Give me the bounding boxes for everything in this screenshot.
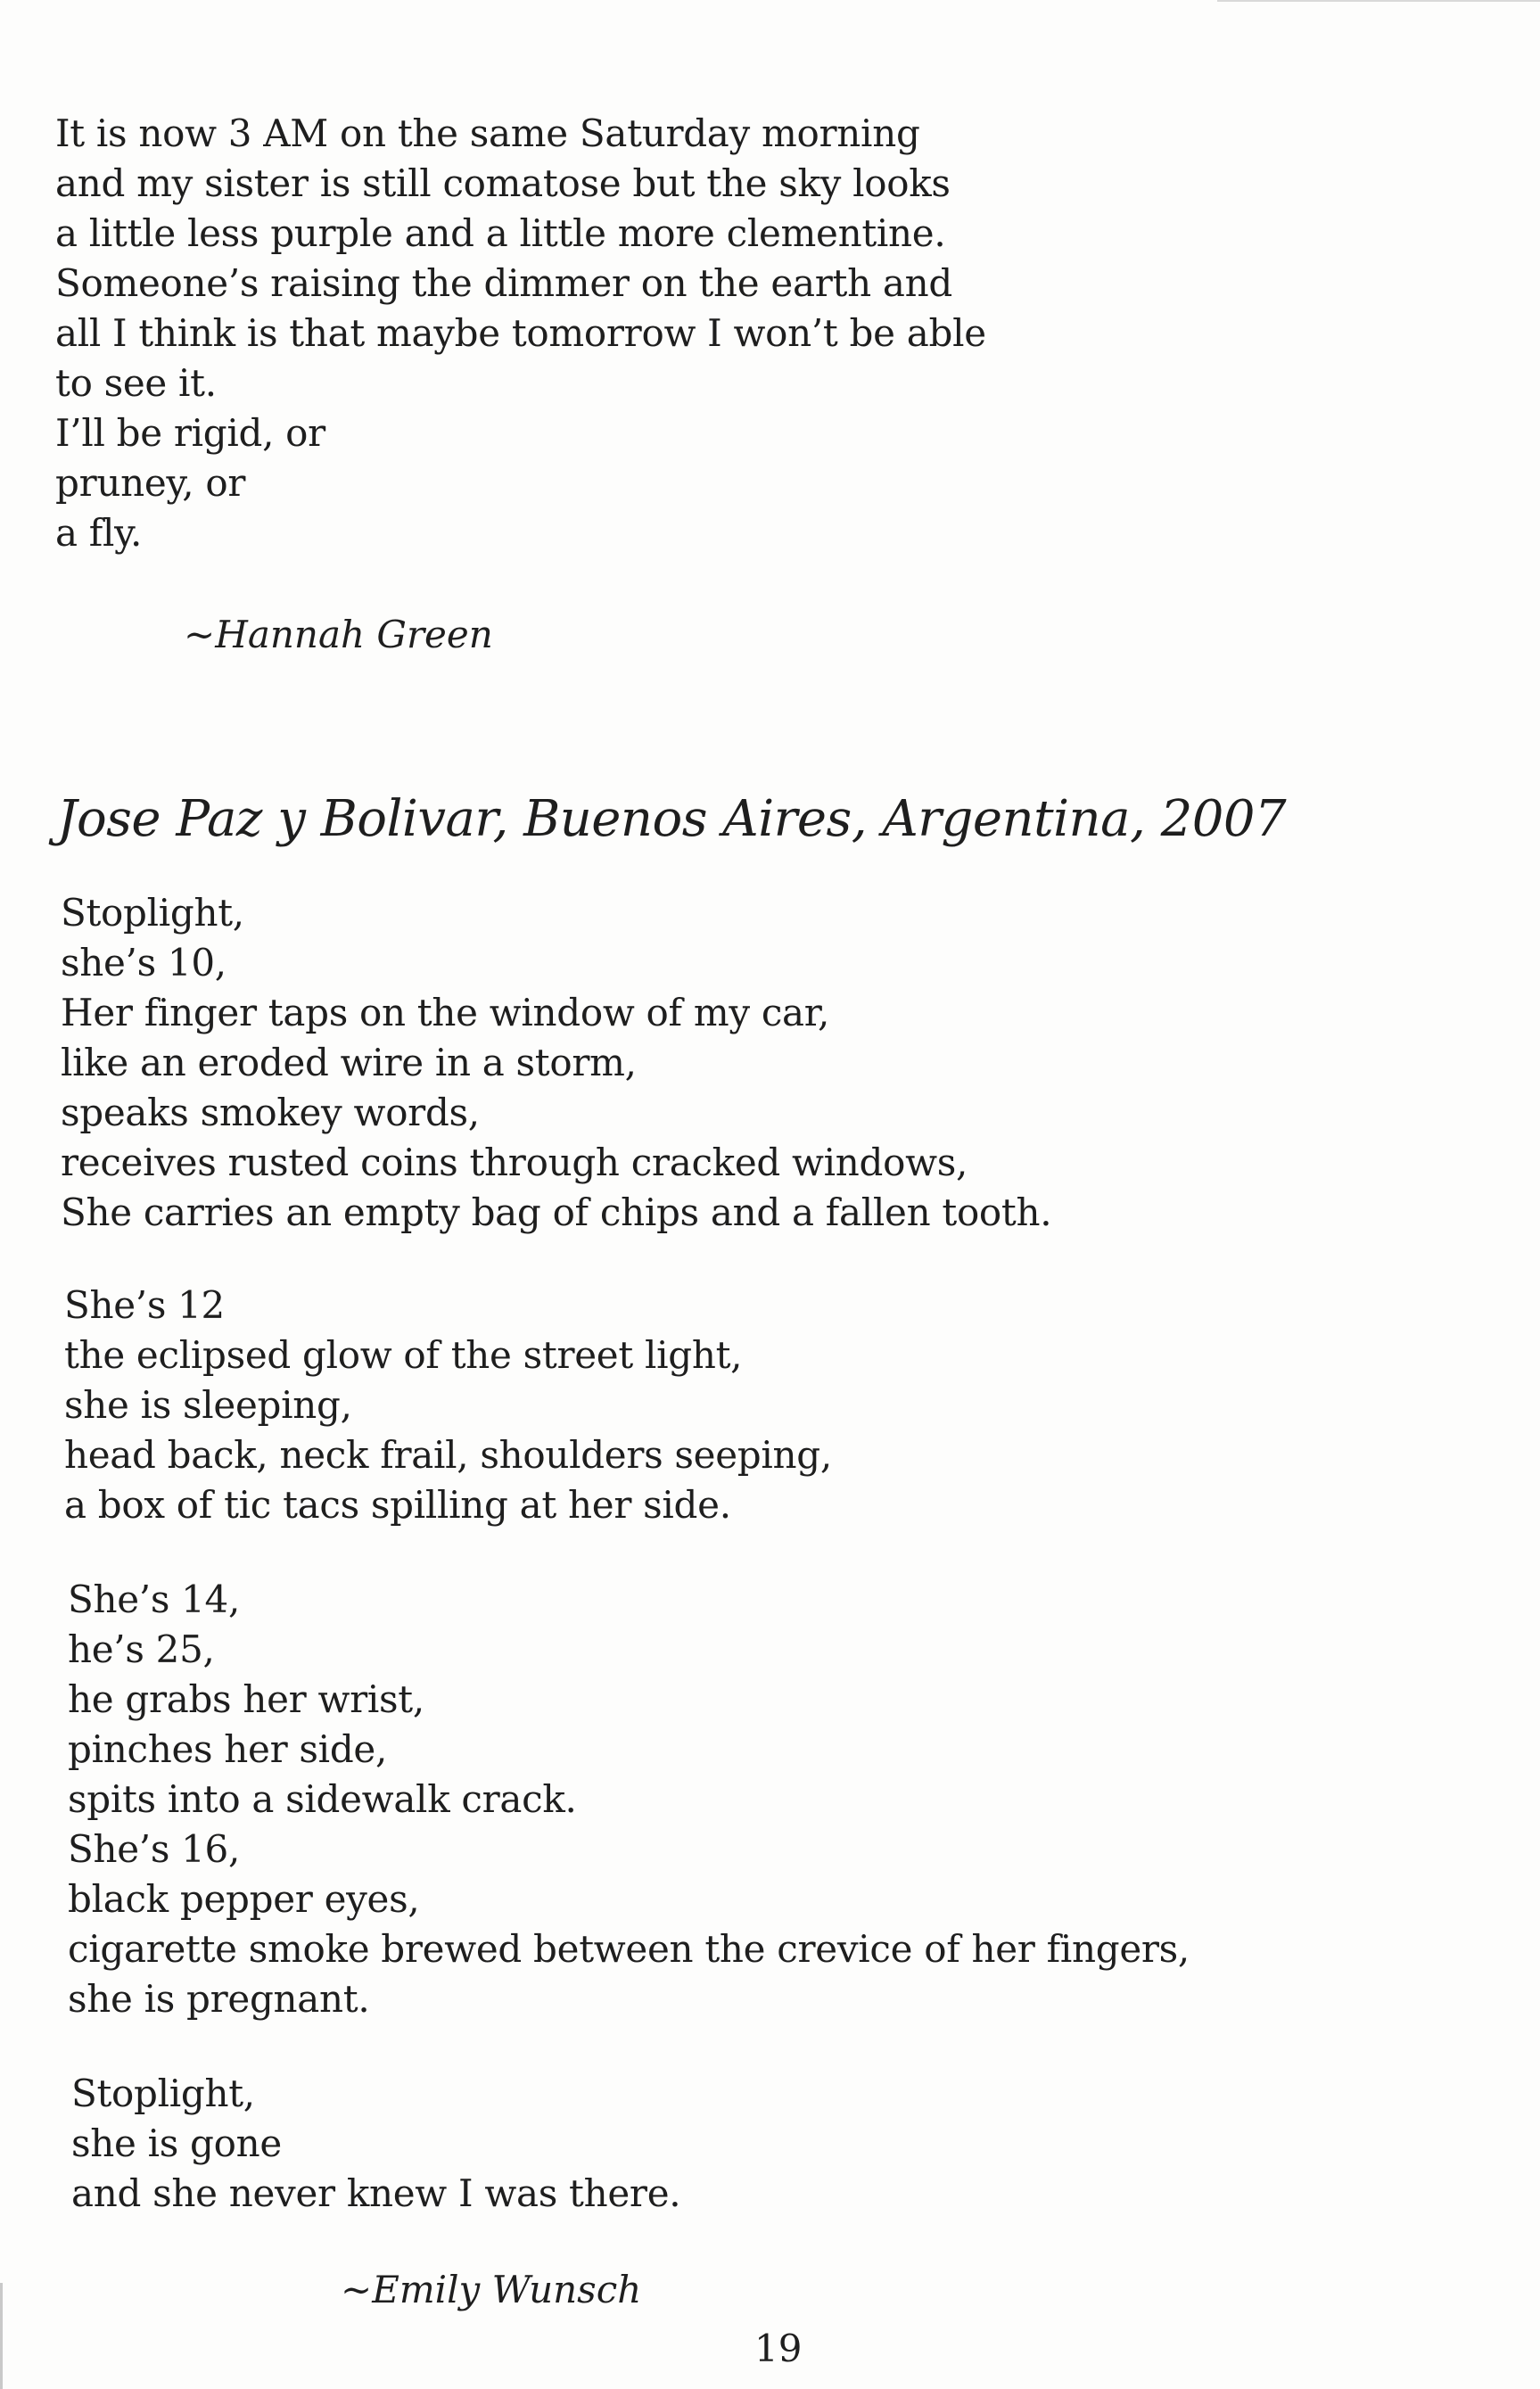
poem-line: a box of tic tacs spilling at her side. — [64, 1483, 731, 1527]
poem-line: receives rusted coins through cracked windows, — [61, 1141, 968, 1184]
scan-edge-shadow — [0, 2283, 3, 2389]
poem-line: like an eroded wire in a storm, — [61, 1041, 637, 1084]
page-edge-rule — [1217, 0, 1540, 2]
poem-line: and she never knew I was there. — [71, 2171, 681, 2215]
poem-line: he grabs her wrist, — [68, 1677, 424, 1721]
poem-line: a fly. — [55, 511, 143, 555]
poem-2-author: ~Emily Wunsch — [341, 2268, 642, 2311]
poem-line: she is gone — [71, 2121, 282, 2165]
poem-2-title: Jose Paz y Bolivar, Buenos Aires, Argentina, 2007 — [57, 790, 1287, 848]
poem-line: spits into a sidewalk crack. — [68, 1777, 577, 1821]
poem-line: head back, neck frail, shoulders seeping, — [64, 1433, 832, 1477]
poem-line: the eclipsed glow of the street light, — [64, 1333, 743, 1377]
poem-line: a little less purple and a little more clementine. — [55, 211, 946, 255]
poem-line: Someone’s raising the dimmer on the earth and — [55, 261, 952, 305]
poem-line: Stoplight, — [61, 891, 244, 935]
poem-line: She’s 14, — [68, 1578, 241, 1621]
poem-line: Stoplight, — [71, 2072, 255, 2115]
poem-line: cigarette smoke brewed between the crevice of her fingers, — [68, 1927, 1190, 1971]
poem-line: It is now 3 AM on the same Saturday morning — [55, 111, 920, 155]
poem-line: speaks smokey words, — [61, 1091, 480, 1134]
poem-line: he’s 25, — [68, 1627, 215, 1671]
poem-line: and my sister is still comatose but the sky looks — [55, 161, 951, 205]
poem-line: to see it. — [55, 361, 217, 405]
poem-line: She’s 16, — [68, 1827, 241, 1871]
poem-line: Her finger taps on the window of my car, — [61, 991, 830, 1034]
poem-line: I’ll be rigid, or — [55, 411, 325, 455]
poem-line: She’s 12 — [64, 1283, 225, 1327]
page-number: 19 — [754, 2327, 803, 2370]
poem-line: she’s 10, — [61, 941, 226, 984]
poem-line: all I think is that maybe tomorrow I won’t be able — [55, 311, 986, 355]
poem-line: she is sleeping, — [64, 1383, 352, 1427]
poem-1-author: ~Hannah Green — [184, 613, 493, 656]
poem-line: She carries an empty bag of chips and a fallen tooth. — [61, 1190, 1052, 1234]
poem-line: pinches her side, — [68, 1727, 388, 1771]
poem-line: pruney, or — [55, 461, 246, 505]
poem-line: she is pregnant. — [68, 1977, 370, 2021]
poem-line: black pepper eyes, — [68, 1877, 420, 1921]
